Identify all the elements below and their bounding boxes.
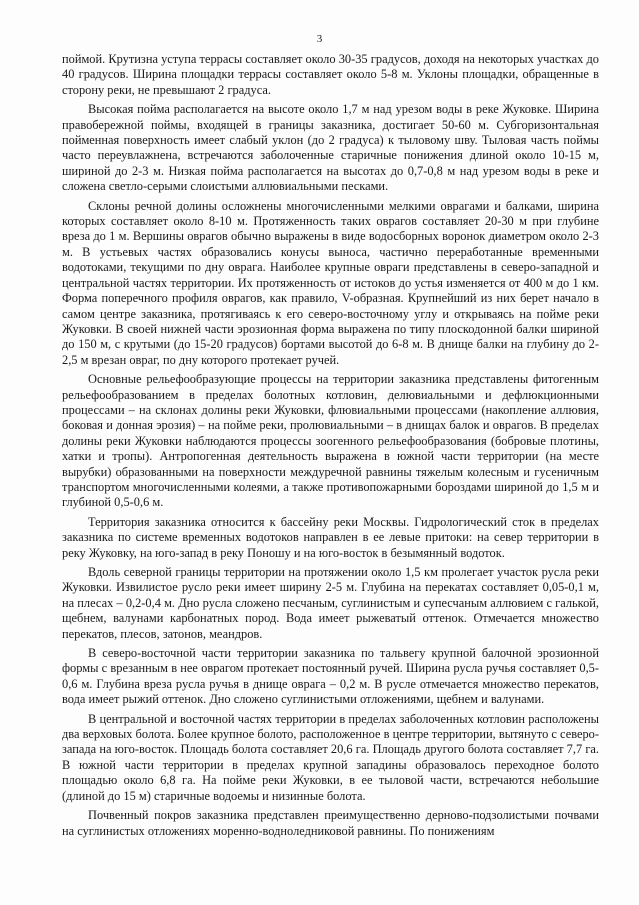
paragraph-stream-northeast: В северо-восточной части территории заказника по тальвегу крупной балочной эрозионной формы с врезанным в нее оврагом протекает постоянный ручей. Ширина русла ручья составляет 0,5-0,6 м. Глубина вреза русла ручья в днище оврага – 0,2 м. В русле отмечается множество перекатов, вода имеет рыжий оттенок. Дно сложено суглинистыми отложениями, щебнем и валунами. (62, 646, 599, 707)
document-body (62, 52, 599, 841)
paragraph-high-floodplain: Высокая пойма располагается на высоте около 1,7 м над урезом воды в реке Жуковке. Ширина правобережной поймы, входящей в границы заказника, достигает 50-60 м. Субгоризонтальная пойменная поверхность имеет слабый уклон (до 2 градуса) к тыловому шву. Тыловая часть поймы часто переувлажнена, встречаются заболоченные старичные понижения длиной около 10-15 м, шириной до 2-3 м. Низкая пойма располагается на высотах до 0,7-0,8 м над урезом воды в реке и сложена светло-серыми слоистыми аллювиальными песками. (62, 102, 599, 194)
paragraph-bogs: В центральной и восточной частях территории в пределах заболоченных котловин расположены два верховых болота. Более крупное болото, расположенное в центре территории, вытянуто с северо-запада на юго-восток. Площадь болота составляет 20,6 га. Площадь другого болота составляет 7,7 га. В южной части территории в пределах крупной западины образовалось переходное болото площадью около 6,8 га. На пойме реки Жуковки, в ее тыловой части, встречаются небольшие (длиной до 15 м) старичные водоемы и низинные болота. (62, 711, 599, 803)
paragraph-hydrology-basin: Территория заказника относится к бассейну реки Москвы. Гидрологический сток в пределах заказника по системе временных водотоков направлен в ее левые притоки: на север территории в реку Жуковку, на юго-запад в реку Поношу и на юго-восток в безымянный водоток. (62, 514, 599, 560)
paragraph-zhukovka-channel: Вдоль северной границы территории на протяжении около 1,5 км пролегает участок русла реки Жуковки. Извилистое русло реки имеет ширину 2-5 м. Глубина на перекатах составляет 0,05-0,1 м, на плесах – 0,2-0,4 м. Дно русла сложено песчаным, суглинистым и супесчаным аллювием с галькой, щебнем, валунами карбонатных пород. Вода имеет рыжеватый оттенок. Отмечается множество перекатов, плесов, затонов, меандров. (62, 565, 599, 641)
paragraph-terrace-slope: поймой. Крутизна уступа террасы составляет около 30-35 градусов, доходя на некоторых участках до 40 градусов. Ширина площадки террасы составляет около 5-8 м. Уклоны площадки, обращенные в сторону реки, не превышают 2 градуса. (62, 52, 599, 97)
paragraph-soil-cover: Почвенный покров заказника представлен преимущественно дерново-подзолистыми почвами на суглинистых отложениях моренно-водноледниковой равнины. По понижениям (62, 808, 599, 838)
paragraph-relief-processes: Основные рельефообразующие процессы на территории заказника представлены фитогенным рельефообразованием в пределах болотных котловин, делювиальными и дефлюкционными процессами – на склонах долины реки Жуковки, флювиальными процессами (накопление аллювия, боковая и донная эрозия) – на пойме реки, пролювиальными – в днищах балок и оврагов. В пределах долины реки Жуковки наблюдаются процессы зоогенного рельефообразования (бобровые плотины, хатки и тропы). Антропогенная деятельность выражена в южной части территории (на месте вырубки) образованными на поверхности междуречной равнины тяжелым колесным и гусеничным транспортом многочисленными колеями, а также противопожарными бороздами шириной до 1,5 м и глубиной 0,5-0,6 м. (62, 372, 599, 510)
page-number: 3 (316, 33, 323, 45)
paragraph-valley-slopes-ravines: Склоны речной долины осложнены многочисленными мелкими оврагами и балками, ширина которых составляет около 8-10 м. Протяженность таких оврагов составляет 20-30 м при глубине вреза до 1 м. Вершины оврагов обычно выражены в виде водосборных воронок диаметром около 2-3 м. В устьевых частях образовались конусы выноса, частично переработанные временными водотоками, текущими по дну оврага. Наиболее крупные овраги представлены в северо-западной и центральной частях территории. Их протяженность от истоков до устья изменяется от 400 м до 1 км. Форма поперечного профиля оврагов, как правило, V-образная. Крупнейший из них берет начало в самом центре заказника, протягиваясь к его северо-восточному углу и открываясь на пойме реки Жуковки. В своей нижней части эрозионная форма выражена по типу плоскодонной балки шириной до 150 м, с крутыми (до 15-20 градусов) бортами высотой до 6-8 м. В днище балки на глубину до 2-2,5 м врезан овраг, по дну которого протекает ручей. (62, 198, 599, 367)
